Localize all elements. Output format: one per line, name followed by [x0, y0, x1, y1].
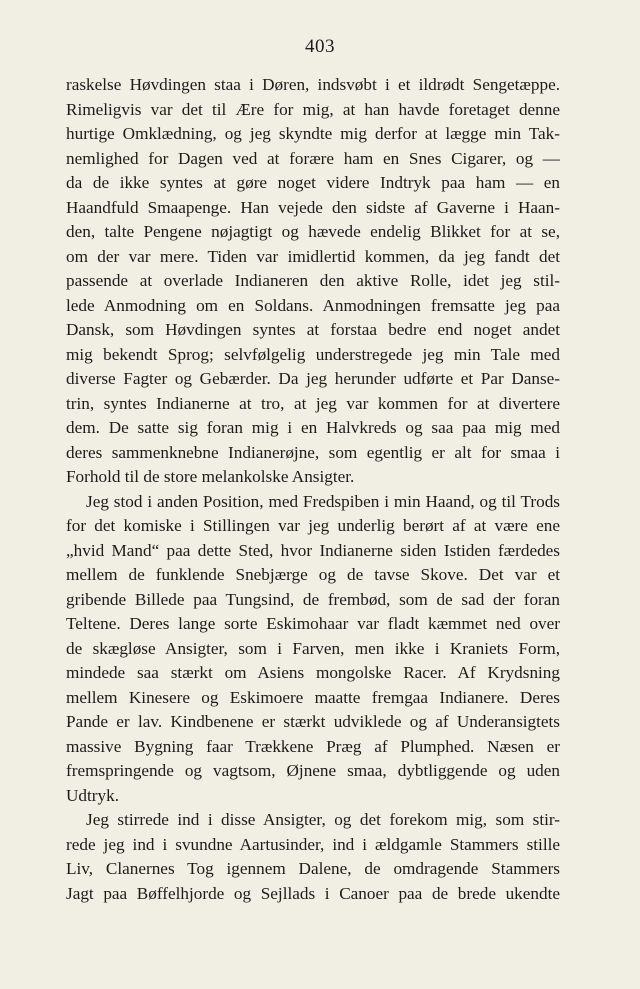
text-line: lede Anmodning om en Soldans. Anmodningen fremsatte jeg paa [66, 295, 560, 315]
text-line: for det komiske i Stillingen var jeg underlig berørt af at være ene [66, 516, 560, 535]
text-line: deres sammenknebne Indianerøjne, som egentlig er alt for smaa i [66, 442, 560, 462]
page-number: 403 [305, 36, 335, 57]
text-line: nemlighed for Dagen ved at forære ham en Snes Cigarer, og — [66, 148, 560, 168]
text-line: fremspringende og vagtsom, Øjnene smaa, dybtliggende og uden [66, 761, 560, 780]
text-line: massive Bygning faar Trækkene Præg af Plumphed. Næsen er [66, 736, 560, 756]
text-line: „hvid Mand“ paa dette Sted, hvor Indianerne siden Istiden færdedes [66, 540, 560, 560]
text-line: mindede saa stærkt om Asiens mongolske Racer. Af Krydsning [66, 663, 560, 682]
text-line: diverse Fagter og Gebærder. Da jeg herunder udførte et Par Danse- [66, 369, 560, 388]
text-line: Liv, Clanernes Tog igennem Dalene, de omdragende Stammers [66, 859, 560, 878]
text-line: trin, syntes Indianerne at tro, at jeg var kommen for at divertere [66, 393, 560, 413]
text-line: hurtige Omklædning, og jeg skyndte mig derfor at lægge min Tak- [66, 124, 560, 143]
text-line: mellem Kinesere og Eskimoere maatte fremgaa Indianere. Deres [66, 687, 560, 707]
text-line: Dansk, som Høvdingen syntes at forstaa bedre end noget andet [66, 320, 560, 339]
text-line: raskelse Høvdingen staa i Døren, indsvøbt i et ildrødt Sengetæppe. [66, 75, 560, 94]
text-line: Jeg stod i anden Position, med Fredspiben i min Haand, og til Trods [86, 491, 560, 511]
text-line: Jeg stirrede ind i disse Ansigter, og det forekom mig, som stir- [86, 810, 560, 829]
text-line: Haandfuld Smaapenge. Han vejede den sidste af Gaverne i Haan- [66, 197, 560, 217]
text-line: Rimeligvis var det til Ære for mig, at han havde foretaget denne [66, 99, 560, 119]
text-line: Jagt paa Bøffelhjorde og Sejllads i Canoer paa de brede ukendte [66, 883, 560, 903]
text-line: de skægløse Ansigter, som i Farven, men ikke i Kraniets Form, [66, 638, 560, 658]
text-line: da de ikke syntes at gøre noget videre Indtryk paa ham — en [66, 173, 560, 192]
text-line: mig bekendt Sprog; selvfølgelig understregede jeg min Tale med [66, 344, 560, 364]
text-line: mellem de funklende Snebjærge og de tavse Skove. Det var et [66, 565, 560, 584]
body-text [66, 73, 560, 906]
text-line: dem. De satte sig foran mig i en Halvkreds og saa paa mig med [66, 418, 560, 437]
text-line: om der var mere. Tiden var imidlertid kommen, da jeg fandt det [66, 246, 560, 266]
text-line: Pande er lav. Kindbenene er stærkt udviklede og af Underansigtets [66, 712, 560, 731]
text-line: Teltene. Deres lange sorte Eskimohaar var fladt kæmmet ned over [66, 614, 560, 633]
text-line: gribende Billede paa Tungsind, de frembød, som de sad der foran [66, 589, 560, 609]
text-line: den, talte Pengene nøjagtigt og hævede endelig Blikket for at se, [66, 222, 560, 241]
text-line: Udtryk. [66, 785, 119, 805]
text-line: Forhold til de store melankolske Ansigter. [66, 467, 355, 486]
text-line: rede jeg ind i svundne Aartusinder, ind i ældgamle Stammers stille [66, 834, 560, 854]
text-line: passende at overlade Indianeren den aktive Rolle, idet jeg stil- [66, 271, 560, 290]
